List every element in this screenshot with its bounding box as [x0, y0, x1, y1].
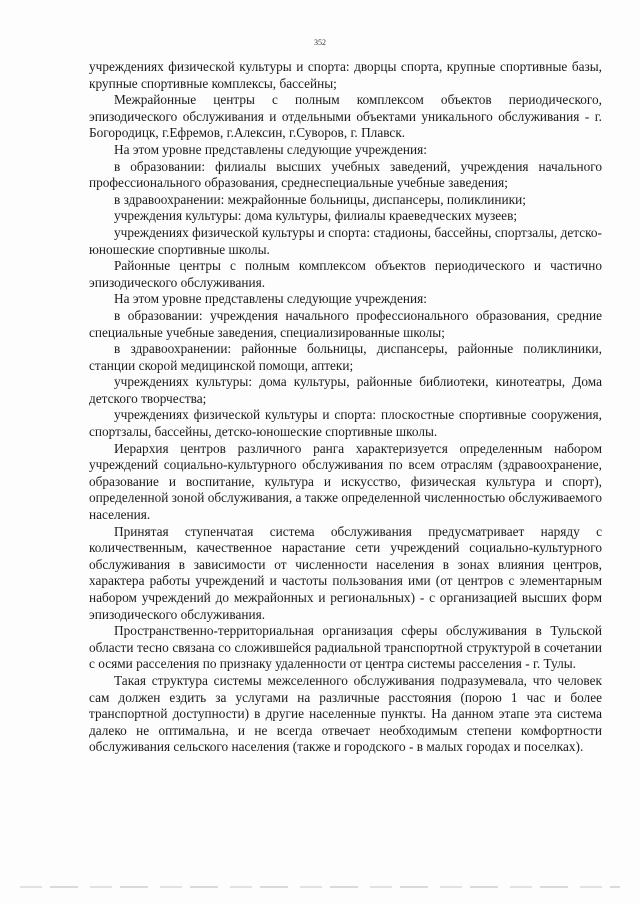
paragraph-service-structure: Такая структура системы межселенного обслуживания подразумевала, что человек сам должен ездить за услугами на различные расстояния (порою 1 час и более транспортной доступности) в другие населенные пункты. На данном этапе эта система далеко не оптимальна, и не всегда отвечает необходимым степени комфортности обслуживания сельского населения (также и городского - в малых городах и поселках). — [89, 672, 602, 755]
paragraph-district-centers: Районные центры с полным комплексом объектов периодического и частично эпизодического обслуживания. — [89, 258, 602, 290]
paragraph-culture-1: учреждения культуры: дома культуры, филиалы краеведческих музеев; — [114, 208, 518, 224]
paragraph-education-2: в образовании: учреждения начального профессионального образования, средние специальные учебные заведения, специализированные школы; — [89, 307, 602, 340]
paragraph-level-intro-1: На этом уровне представлены следующие учреждения: — [114, 141, 427, 157]
paragraph-culture-2: учреждениях культуры: дома культуры, районные библиотеки, кинотеатры, Дома детского творчества; — [89, 374, 602, 406]
paragraph-sports-1: учреждениях физической культуры и спорта: стадионы, бассейны, спортзалы, детско-юношеские спортивные школы. — [89, 224, 602, 257]
paragraph-hierarchy: Иерархия центров различного ранга характеризуется определенным набором учреждений социально-культурного обслуживания по всем отраслям (здравоохранение, образование и воспитание, культура и искусство, физическая культура и спорт), определенной зоной обслуживания, а также определенной численностью обслуживаемого населения. — [89, 440, 602, 523]
paragraph-sports-2: учреждениях физической культуры и спорта: плоскостные спортивные сооружения, спортзалы, бассейны, детско-юношеские спортивные школы. — [89, 407, 602, 440]
scan-edge-artifact — [20, 886, 620, 888]
paragraph-sports-facilities-continued: учреждениях физической культуры и спорта: дворцы спорта, крупные спортивные базы, крупные спортивные комплексы, бассейны; — [89, 59, 602, 91]
paragraph-healthcare-1: в здравоохранении: межрайонные больницы, диспансеры, поликлиники; — [114, 191, 526, 207]
paragraph-interdistrict-centers: Межрайонные центры с полным комплексом объектов периодического, эпизодического обслуживания и отдельными объектами уникального обслуживания - г. Богородицк, г.Ефремов, г.Алексин, г.Суворов, г. Плавск. — [89, 92, 602, 141]
paragraph-stepped-system: Принятая ступенчатая система обслуживания предусматривает наряду с количественным, качественное нарастание сети учреждений социально-культурного обслуживания в зависимости от численности населения в зонах влияния центров, характера работы учреждений и частоты пользования ими (от центров с элементарным набором учреждений до межрайонных и региональных) - с организацией высших форм эпизодического обслуживания. — [89, 523, 602, 622]
page-number: 352 — [314, 38, 326, 47]
paragraph-spatial-organization: Пространственно-территориальная организация сферы обслуживания в Тульской области тесно связана со сложившейся радиальной транспортной структурой в сочетании с осями расселения по признаку удаленности от центра системы расселения - г. Тулы. — [89, 623, 602, 672]
paragraph-level-intro-2: На этом уровне представлены следующие учреждения: — [114, 291, 427, 307]
paragraph-education-1: в образовании: филиалы высших учебных заведений, учреждения начального профессионального образования, среднеспециальные учебные заведения; — [89, 158, 602, 191]
paragraph-healthcare-2: в здравоохранении: районные больницы, диспансеры, районные поликлиники, станции скорой медицинской помощи, аптеки; — [89, 341, 602, 373]
body-text — [89, 59, 602, 756]
